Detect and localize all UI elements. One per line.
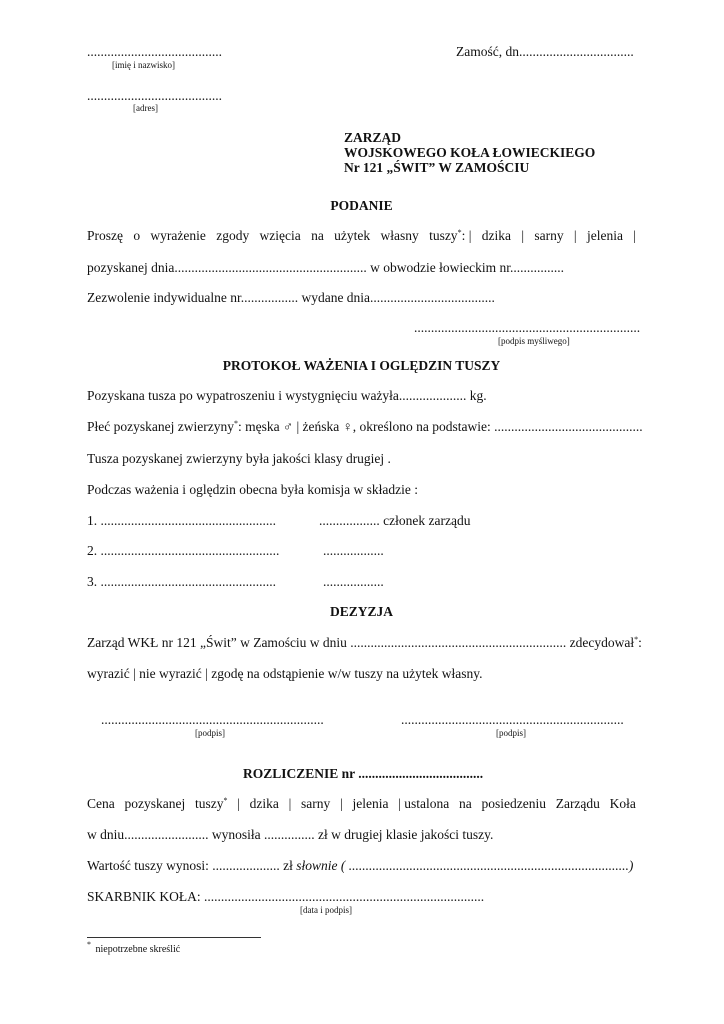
signature-line-1: .................................................................. xyxy=(101,712,324,727)
addressee-line-3: Nr 121 „ŚWIT” W ZAMOŚCIU xyxy=(344,160,530,175)
podanie-title: PODANIE xyxy=(330,198,393,213)
footnote-divider xyxy=(87,937,261,938)
podanie-paragraph-1: Proszę o wyrażenie zgody wzięcia na użytek własny tuszy*: | dzika | sarny | jelenia | xyxy=(87,228,636,243)
protokol-sex-line: Płeć pozyskanej zwierzyny*: męska ♂ | żeńska ♀, określono na podstawie: ............................................ xyxy=(87,419,643,434)
signature-caption-2: [podpis] xyxy=(496,728,526,738)
address-caption: [adres] xyxy=(133,103,158,113)
commission-member-1: 1. .................................................... xyxy=(87,513,276,528)
protokol-commission-line: Podczas ważenia i oględzin obecna była komisja w składzie : xyxy=(87,482,419,497)
treasurer-line: SKARBNIK KOŁA: ................................................................................... xyxy=(87,889,485,904)
decyzja-title: DEZYZJA xyxy=(329,604,393,619)
commission-member-3: 3. .................................................... xyxy=(87,574,276,589)
commission-member-3-role: .................. xyxy=(323,574,384,589)
hunter-signature-caption: [podpis myśliwego] xyxy=(498,336,570,346)
footnote-mark: * xyxy=(457,228,462,237)
commission-member-2-role: .................. xyxy=(323,543,384,558)
decyzja-paragraph-2: wyrazić | nie wyrazić | zgodę na odstąpienie w/w tuszy na użytek własny. xyxy=(87,666,483,681)
footnote-mark: * xyxy=(87,940,91,949)
footnote: * niepotrzebne skreślić xyxy=(87,940,181,955)
rozliczenie-paragraph-2: w dniu......................... wynosiła ............... zł w drugiej klasie jakości tuszy. xyxy=(87,827,494,842)
address-line: ........................................ xyxy=(87,88,222,103)
footnote-mark: * xyxy=(233,419,238,428)
name-caption: [imię i nazwisko] xyxy=(112,60,175,70)
rozliczenie-title: ROZLICZENIE nr ..................................... xyxy=(243,766,484,781)
place-date-line: Zamość, dn.................................. xyxy=(456,44,634,59)
footnote-mark: * xyxy=(223,796,228,805)
rozliczenie-paragraph-1: Cena pozyskanej tuszy* | dzika | sarny | jelenia | ustalona na posiedzeniu Zarządu Koła xyxy=(87,796,636,811)
signature-caption-1: [podpis] xyxy=(195,728,225,738)
podanie-paragraph-3: Zezwolenie indywidualne nr................. wydane dnia..................................... xyxy=(87,290,495,305)
protokol-weight-line: Pozyskana tusza po wypatroszeniu i wystygnięciu ważyła.................... kg. xyxy=(87,388,487,403)
protokol-quality-line: Tusza pozyskanej zwierzyny była jakości klasy drugiej . xyxy=(87,451,391,466)
addressee-line-2: WOJSKOWEGO KOŁA ŁOWIECKIEGO xyxy=(344,145,596,160)
decyzja-paragraph-1: Zarząd WKŁ nr 121 „Świt” w Zamościu w dniu ................................................................ zdecydował*: xyxy=(87,635,642,650)
commission-member-1-role: .................. członek zarządu xyxy=(319,513,471,528)
hunter-signature-line: ................................................................... xyxy=(414,320,641,335)
rozliczenie-value-line: Wartość tuszy wynosi: .................... zł słownie ( ...................................................................................) xyxy=(87,858,634,873)
treasurer-caption: [data i podpis] xyxy=(300,905,352,915)
name-line: ........................................ xyxy=(87,44,222,59)
signature-line-2: .................................................................. xyxy=(401,712,624,727)
protokol-title: PROTOKOŁ WAŻENIA I OGLĘDZIN TUSZY xyxy=(222,358,501,373)
footnote-mark: * xyxy=(634,635,639,644)
addressee-line-1: ZARZĄD xyxy=(344,130,402,145)
podanie-paragraph-2: pozyskanej dnia......................................................... w obwodzie łowieckim nr................ xyxy=(87,260,564,275)
commission-member-2: 2. ..................................................... xyxy=(87,543,280,558)
